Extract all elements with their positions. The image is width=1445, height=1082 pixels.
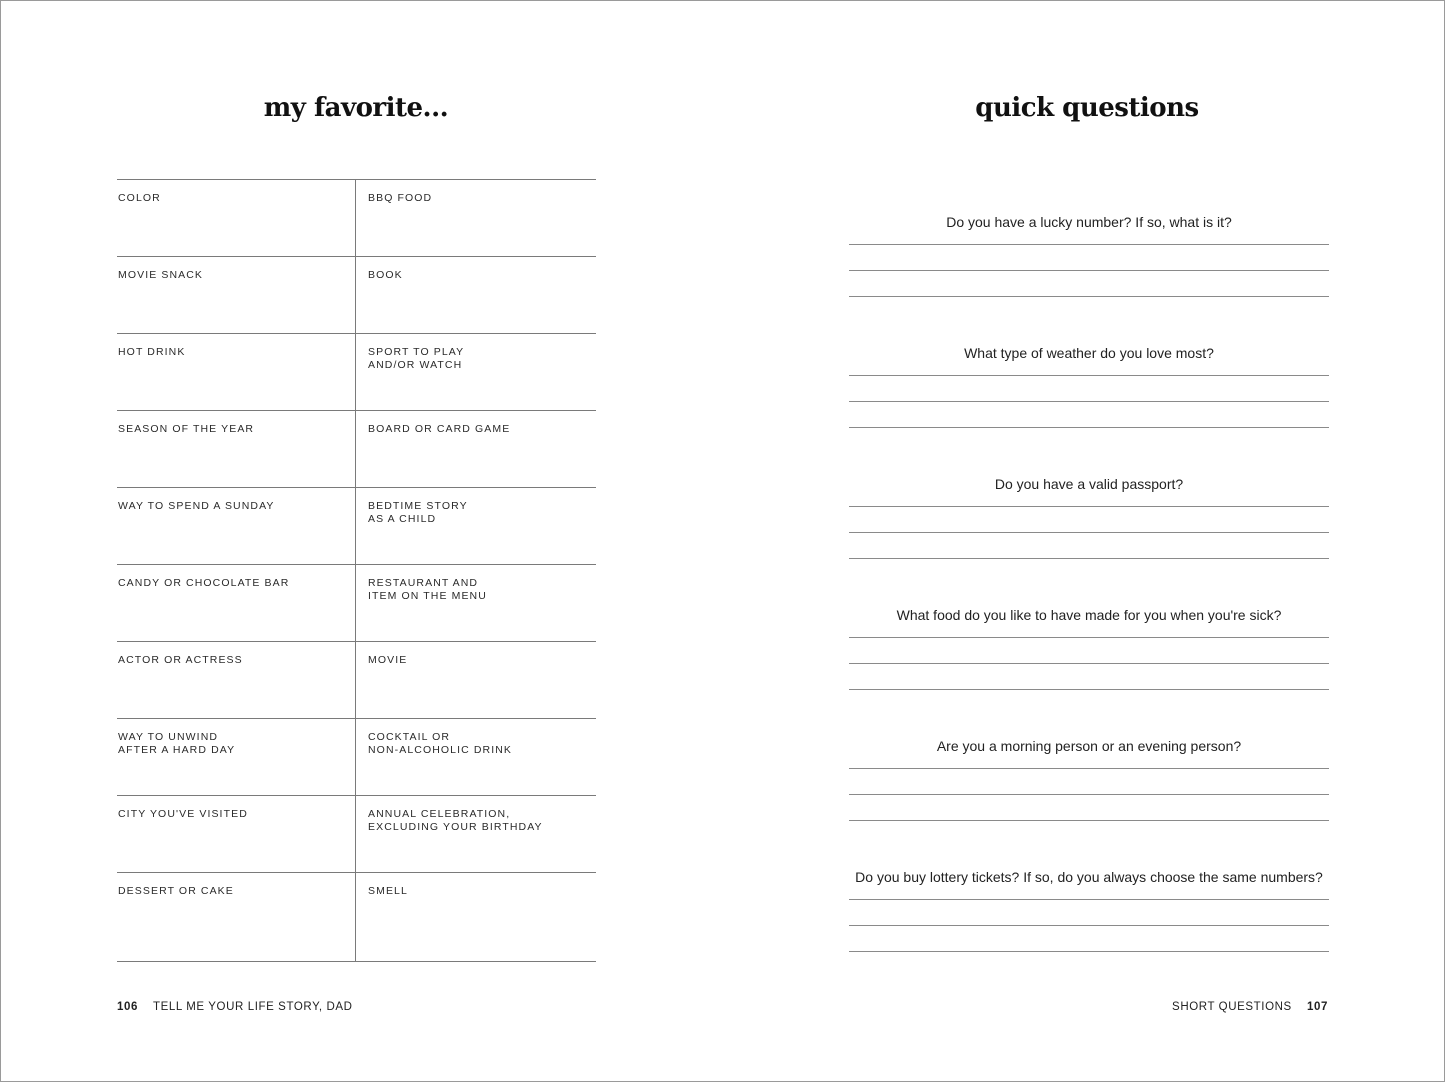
favorites-cell[interactable] [117, 411, 356, 488]
favorites-cell[interactable] [117, 180, 356, 257]
favorites-cell[interactable] [117, 719, 356, 796]
right-page-title: quick questions [975, 93, 1199, 123]
left-page-title: my favorite... [263, 93, 449, 123]
favorites-cell-label: MOVIE SNACK [118, 269, 204, 281]
question-block [849, 606, 1329, 690]
question-text: Do you buy lottery tickets? If so, do you always choose the same numbers? [855, 869, 1323, 885]
left-footer [117, 1001, 353, 1013]
favorites-cell[interactable] [356, 873, 596, 962]
favorites-cell[interactable] [356, 796, 596, 873]
favorites-cell-label: CITY YOU'VE VISITED [118, 808, 248, 820]
favorites-cell[interactable] [117, 257, 356, 334]
favorites-cell-label: SPORT TO PLAY AND/OR WATCH [368, 346, 465, 371]
question-text: Do you have a valid passport? [994, 476, 1184, 492]
question-text: What food do you like to have made for you when you're sick? [896, 607, 1282, 623]
favorites-cell-label: BBQ FOOD [368, 192, 433, 204]
favorites-cell[interactable] [117, 873, 356, 962]
favorites-cell-label: RESTAURANT AND ITEM ON THE MENU [368, 577, 487, 602]
favorites-cell[interactable] [356, 719, 596, 796]
right-page [722, 0, 1444, 1082]
answer-line[interactable] [849, 820, 1329, 821]
favorites-cell-label: CANDY OR CHOCOLATE BAR [118, 577, 290, 589]
left-page-number: 106 [117, 1001, 138, 1013]
favorites-cell[interactable] [356, 565, 596, 642]
favorites-cell[interactable] [117, 642, 356, 719]
favorites-cell-label: ANNUAL CELEBRATION, EXCLUDING YOUR BIRTHDAY [368, 808, 543, 833]
question-text: Do you have a lucky number? If so, what is it? [946, 214, 1232, 230]
question-text: Are you a morning person or an evening person? [936, 738, 1242, 754]
favorites-cell-label: WAY TO SPEND A SUNDAY [118, 500, 275, 512]
question-block [849, 737, 1329, 821]
favorites-cell[interactable] [117, 488, 356, 565]
favorites-cell-label: WAY TO UNWIND AFTER A HARD DAY [118, 731, 236, 756]
answer-line[interactable] [849, 375, 1329, 376]
favorites-cell[interactable] [117, 565, 356, 642]
question-block [849, 475, 1329, 559]
favorites-cell-label: BOOK [368, 269, 403, 281]
favorites-cell-label: COCKTAIL OR NON-ALCOHOLIC DRINK [368, 731, 512, 756]
favorites-cell-label: BOARD OR CARD GAME [368, 423, 511, 435]
section-title: SHORT QUESTIONS [1172, 1001, 1292, 1013]
favorites-cell-label: COLOR [118, 192, 161, 204]
right-page-number: 107 [1307, 1001, 1328, 1013]
answer-line[interactable] [849, 663, 1329, 664]
favorites-cell[interactable] [356, 257, 596, 334]
answer-line[interactable] [849, 689, 1329, 690]
answer-line[interactable] [849, 244, 1329, 245]
favorites-cell-label: SMELL [368, 885, 408, 897]
left-page [0, 0, 722, 1082]
question-block [849, 213, 1329, 297]
answer-line[interactable] [849, 899, 1329, 900]
favorites-cell[interactable] [356, 180, 596, 257]
answer-line[interactable] [849, 506, 1329, 507]
answer-line[interactable] [849, 637, 1329, 638]
favorites-cell[interactable] [356, 334, 596, 411]
answer-line[interactable] [849, 532, 1329, 533]
running-title: TELL ME YOUR LIFE STORY, DAD [152, 1001, 353, 1013]
answer-line[interactable] [849, 270, 1329, 271]
answer-line[interactable] [849, 296, 1329, 297]
favorites-cell-label: BEDTIME STORY AS A CHILD [368, 500, 468, 525]
favorites-cell[interactable] [356, 642, 596, 719]
answer-line[interactable] [849, 558, 1329, 559]
favorites-cell[interactable] [356, 411, 596, 488]
answer-line[interactable] [849, 794, 1329, 795]
favorites-cell[interactable] [356, 488, 596, 565]
favorites-table [117, 179, 596, 962]
question-text: What type of weather do you love most? [964, 345, 1214, 361]
right-footer [1172, 1001, 1328, 1013]
answer-line[interactable] [849, 768, 1329, 769]
question-block [849, 868, 1329, 952]
favorites-cell-label: ACTOR OR ACTRESS [118, 654, 243, 666]
favorites-cell[interactable] [117, 334, 356, 411]
answer-line[interactable] [849, 427, 1329, 428]
favorites-cell-label: MOVIE [368, 654, 408, 666]
favorites-cell-label: DESSERT OR CAKE [118, 885, 234, 897]
answer-line[interactable] [849, 401, 1329, 402]
favorites-cell-label: HOT DRINK [118, 346, 186, 358]
answer-line[interactable] [849, 925, 1329, 926]
favorites-cell[interactable] [117, 796, 356, 873]
answer-line[interactable] [849, 951, 1329, 952]
question-block [849, 344, 1329, 428]
favorites-cell-label: SEASON OF THE YEAR [118, 423, 255, 435]
